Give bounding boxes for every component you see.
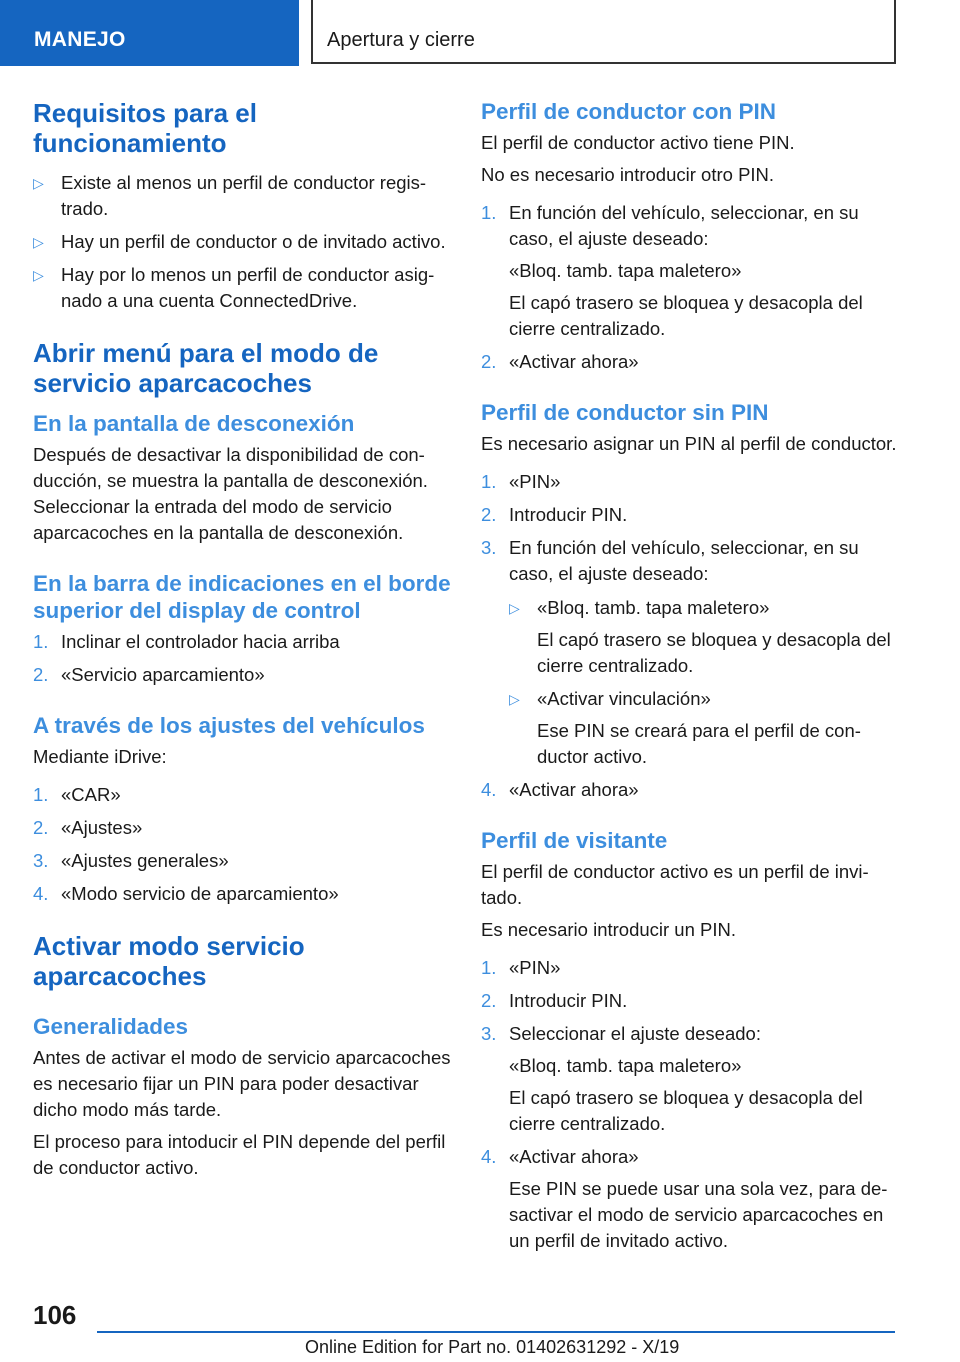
visitor-profile-heading: Perfil de visitante [481,828,668,853]
pin-profile-text-1: El perfil de conductor activo tiene PIN. [481,132,795,153]
list-item: 4. «Modo servicio de aparcamiento» [33,883,339,904]
pin-profile-heading: Perfil de conductor con PIN [481,99,777,124]
no-pin-profile-text: Es necesario asignar un PIN al perfil de conductor. [481,433,897,454]
pin-profile-text-2: No es necesario introducir otro PIN. [481,164,775,185]
list-item: ▷ «Bloq. tamb. tapa maletero» El capó trasero se bloquea y desacopla del cierre centralizado. [509,597,891,676]
visitor-profile-steps [481,955,899,1254]
disconnect-screen-text: Después de desactivar la disponibilidad de conducción, se muestra la pantalla de desconexión. Seleccionar la entrada del modo de servicio aparcacoches en la pantalla de desconexión. [33,444,428,543]
section-tab: MANEJO [0,0,299,66]
pin-profile-steps [481,200,899,375]
triangle-bullet-icon: ▷ [509,691,520,707]
vehicle-settings-steps [33,782,451,907]
activate-mode-heading: Activar modo servicio aparcacoches [33,931,305,991]
list-item: 1. «CAR» [33,784,121,805]
open-menu-heading: Abrir menú para el modo de servicio aparcacoches [33,338,379,398]
footer-rule [97,1331,895,1333]
list-item: 1. «PIN» [481,957,561,978]
requirements-list [33,170,451,314]
general-heading: Generalidades [33,1014,189,1039]
no-pin-options-list [509,595,899,770]
list-item: 1. «PIN» [481,471,561,492]
triangle-bullet-icon: ▷ [33,267,44,283]
list-item: 1. En función del vehículo, seleccionar, en su caso, el ajuste deseado: «Bloq. tamb. tapa maletero» El capó trasero se bloquea y desacopla del cierre centralizado. [481,202,863,339]
general-text-1: Antes de activar el modo de servicio aparcacoches es necesario fijar un PIN para poder desactivar dicho modo más tarde. [33,1047,451,1120]
list-item: ▷ Hay por lo menos un perfil de conductor asignado a una cuenta ConnectedDrive. [33,264,435,311]
list-item: 2. Introducir PIN. [481,504,628,525]
list-item: ▷ «Activar vinculación» Ese PIN se creará para el perfil de conductor activo. [509,688,861,767]
indicator-bar-heading: En la barra de indicaciones en el borde superior del display de control [33,571,451,623]
list-item: ▷ Existe al menos un perfil de conductor registrado. [33,172,427,219]
page-number: 106 [33,1300,77,1330]
vehicle-settings-heading: A través de los ajustes del vehículos [33,713,425,738]
list-item: 3. «Ajustes generales» [33,850,229,871]
page-header [0,0,960,66]
general-text-2: El proceso para intoducir el PIN depende del perfil de conductor activo. [33,1131,446,1178]
visitor-profile-text-1: El perfil de conductor activo es un perfil de invitado. [481,861,869,908]
list-item: 2. «Servicio aparcamiento» [33,664,265,685]
list-item: 2. Introducir PIN. [481,990,628,1011]
list-item: 1. Inclinar el controlador hacia arriba [33,631,340,652]
footer-edition: Online Edition for Part no. 01402631292 - X/19 [305,1337,680,1357]
list-item: 2. «Activar ahora» [481,351,639,372]
list-item: ▷ Hay un perfil de conductor o de invitado activo. [33,229,451,255]
list-item: 4. «Activar ahora» [481,779,639,800]
triangle-bullet-icon: ▷ [509,600,520,616]
no-pin-profile-heading: Perfil de conductor sin PIN [481,400,769,425]
vehicle-settings-intro: Mediante iDrive: [33,746,167,767]
disconnect-screen-heading: En la pantalla de desconexión [33,411,355,436]
visitor-profile-text-2: Es necesario introducir un PIN. [481,919,737,940]
left-column [33,98,451,1187]
chapter-title: Apertura y cierre [311,0,896,64]
indicator-bar-steps [33,629,451,688]
list-item: 4. «Activar ahora» Ese PIN se puede usar una sola vez, para desactivar el modo de servicio aparcacoches en un perfil de invitado activo. [481,1146,888,1251]
requirements-heading: Requisitos para el funcionamiento [33,98,257,158]
list-item: 3. Seleccionar el ajuste deseado: «Bloq. tamb. tapa maletero» El capó trasero se bloquea y desacopla del cierre centralizado. [481,1023,863,1134]
right-column [481,98,899,1268]
triangle-bullet-icon: ▷ [33,175,44,191]
list-item: 2. «Ajustes» [33,817,143,838]
list-item: 3. En función del vehículo, seleccionar, en su caso, el ajuste deseado: ▷ «Bloq. tamb. tapa maletero» El capó trasero se bloquea y desacopla del cierre centralizado. ▷ «Activar vinculación» Ese PIN se creará para el perfil de conductor activo. [481,535,899,770]
triangle-bullet-icon: ▷ [33,234,44,250]
no-pin-profile-steps [481,469,899,803]
